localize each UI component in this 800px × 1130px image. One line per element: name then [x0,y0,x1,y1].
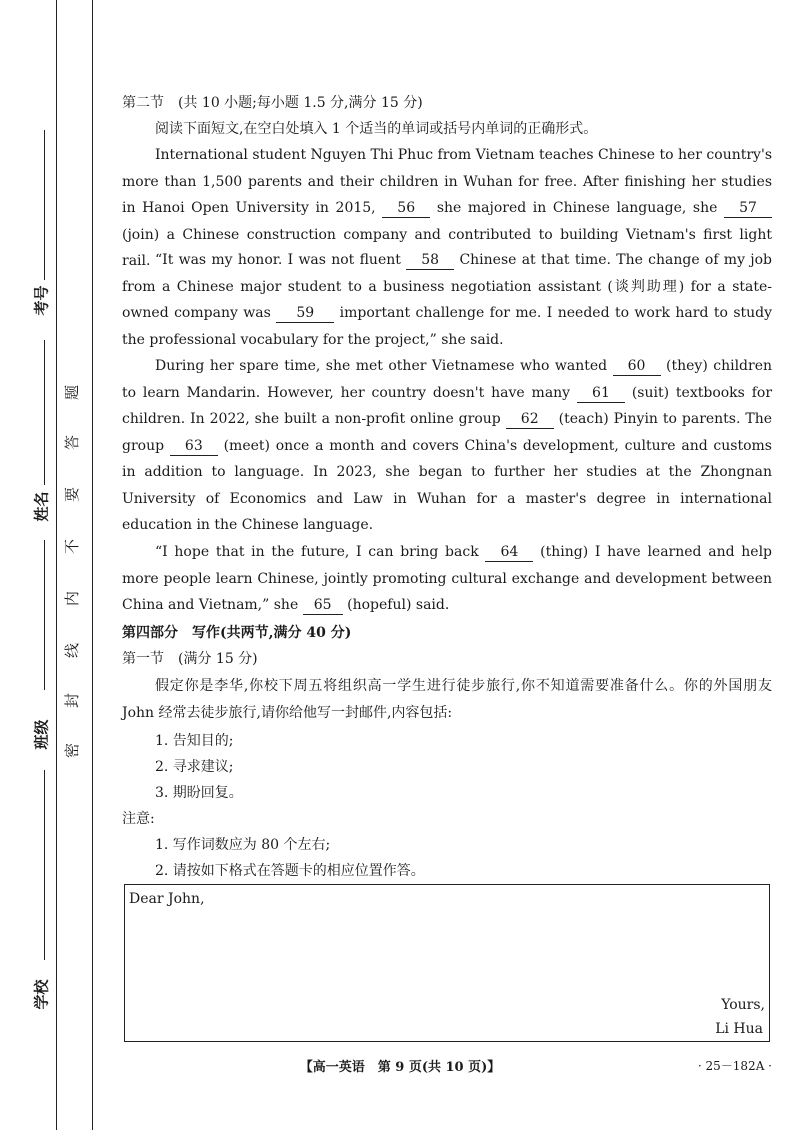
paragraph-4 [122,539,772,619]
notes-title: 注意: [122,811,155,827]
blank-61[interactable]: 61 [577,384,625,403]
label-name: 姓名 [32,491,51,522]
section2-title: 第二节 (共 10 小题;每小题 1.5 分,满分 15 分) [122,95,423,111]
p4-text-b: (thing) I have learned and help more people learn Chinese, jointly promoting cultural exchange and development between China and Vietnam,” she [122,544,773,613]
p1-text-a: International student Nguyen Thi Phuc from Vietnam teaches Chinese to her country's more than 1,500 parents and their children in Wuhan for free. After finishing her studies in Hanoi Open University in 2015, [122,147,772,216]
p2-text-c: important challenge for me. I needed to work hard to study the professional vocabulary for the project,” she said. [122,305,773,348]
p3-text-c: (suit) textbooks for children. In 2022, she built a non-profit online group [122,384,773,427]
name-blank-lower [44,540,45,690]
note-1: 1. 写作词数应为 80 个左右; [155,837,331,853]
p3-text-e: (meet) once a month and covers China's development, culture and customs in addition to language. In 2023, she began to further her studies at the Zhongnan University of Economics and Law in Wuhan for a master's degree in international education in the Chinese language. [122,437,772,533]
p3-text-a: During her spare time, she met other Vietnamese who wanted [155,358,608,374]
p2-text-b: Chinese at that time. The change of my job from a Chinese major student to a business negotiation assistant (谈判助理) for a state-owned company was [122,252,772,321]
exam-number-blank [44,130,45,280]
letter-box [124,884,770,1042]
blank-57[interactable]: 57 [724,199,772,218]
p1-text-d: (join) a Chinese construction company and contributed to building Vietnam's first light rail. [122,226,772,269]
exam-code: · 25－182A · [697,1059,772,1073]
blank-56[interactable]: 56 [382,199,430,218]
prompt-item-3: 3. 期盼回复。 [155,785,243,801]
part4-section1-title: 第一节 (满分 15 分) [122,651,258,667]
seal-char-3: 要 [63,486,82,503]
paragraph-3 [122,353,772,539]
seal-char-7: 封 [63,692,82,709]
p1-text-c: she majored in Chinese language, she [436,200,718,216]
part4-title: 第四部分 写作(共两节,满分 40 分) [122,625,352,641]
writing-prompt: 假定你是李华,你校下周五将组织高一学生进行徒步旅行,你不知道需要准备什么。你的外国朋友 John 经常去徒步旅行,请你给他写一封邮件,内容包括: [122,678,772,721]
seal-char-6: 线 [63,642,82,659]
letter-closing: Yours, [721,997,765,1013]
blank-59[interactable]: 59 [276,304,334,323]
seal-char-2: 答 [63,434,82,451]
label-class: 班级 [32,719,51,750]
prompt-item-1: 1. 告知目的; [155,733,234,749]
seal-char-1: 题 [63,384,82,401]
blank-63[interactable]: 63 [170,437,218,456]
label-exam-number: 考号 [32,285,51,316]
seal-char-8: 密 [63,742,82,759]
letter-signature: Li Hua [715,1021,763,1037]
note-2: 2. 请按如下格式在答题卡的相应位置作答。 [155,863,425,879]
name-blank [44,400,45,485]
letter-greeting: Dear John, [129,891,205,907]
blank-65[interactable]: 65 [303,596,343,615]
margin-line-outer [56,0,57,1130]
blank-62[interactable]: 62 [506,410,554,429]
p4-text-c: (hopeful) said. [347,597,450,613]
exam-number-blank-lower [44,340,45,400]
blank-58[interactable]: 58 [406,251,454,270]
paragraph-2 [122,247,772,353]
class-blank [44,770,45,960]
p3-text-b: (they) children to learn Mandarin. However, her country doesn't have many [122,358,773,401]
seal-char-4: 不 [63,538,82,555]
blank-60[interactable]: 60 [613,357,661,376]
blank-64[interactable]: 64 [485,543,533,562]
margin-line-inner [92,0,93,1130]
prompt-item-2: 2. 寻求建议; [155,759,234,775]
page-footer: 【高一英语 第 9 页(共 10 页)】 [299,1060,501,1075]
p4-text-a: “I hope that in the future, I can bring back [155,544,479,560]
p2-text-a: “It was my honor. I was not fluent [155,252,401,268]
section2-instruction: 阅读下面短文,在空白处填入 1 个适当的单词或括号内单词的正确形式。 [155,121,598,137]
p3-text-d: (teach) Pinyin to parents. The group [122,411,773,454]
label-school: 学校 [32,979,51,1010]
seal-char-5: 内 [63,590,82,607]
